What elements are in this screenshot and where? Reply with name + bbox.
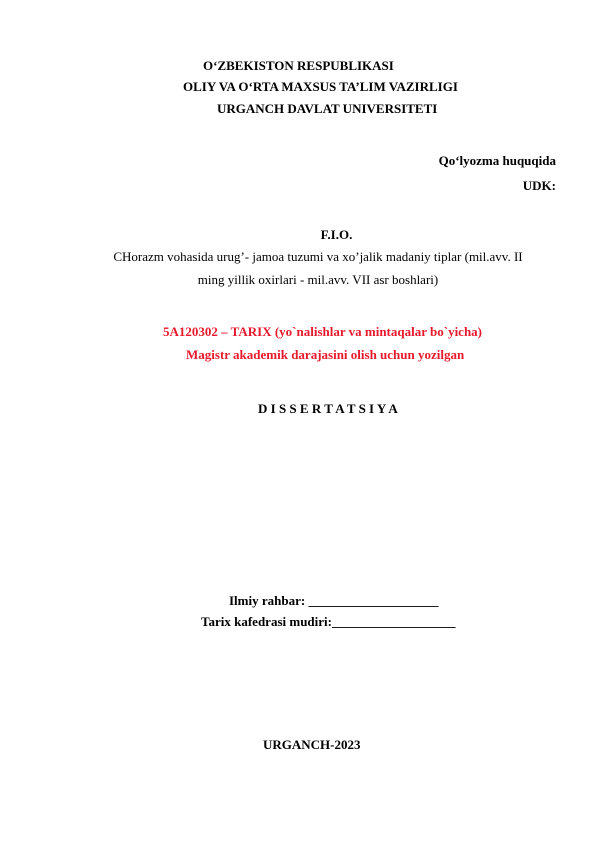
header-country: O‘ZBEKISTON RESPUBLIKASI — [203, 58, 394, 73]
supervisor-signature-line: Ilmiy rahbar: ____________________ — [229, 593, 439, 608]
header-ministry: OLIY VA O‘RTA MAXSUS TA’LIM VAZIRLIGI — [183, 79, 458, 94]
thesis-title-line-2: ming yillik oxirlari - mil.avv. VII asr boshlari) — [197, 272, 439, 287]
specialty-code: 5A120302 – TARIX (yo`nalishlar va mintaqalar bo`yicha) — [163, 324, 483, 339]
manuscript-rights-label: Qo‘lyozma huquqida — [438, 153, 556, 168]
document-type: D I S S E R T A T S I Y A — [258, 401, 398, 416]
header-university: URGANCH DAVLAT UNIVERSITETI — [217, 101, 438, 116]
udk-label: UDK: — [522, 178, 556, 193]
city-year: URGANCH-2023 — [263, 737, 361, 752]
thesis-title-line-1: CHorazm vohasida urug’- jamoa tuzumi va xo’jalik madaniy tiplar (mil.avv. II — [113, 249, 523, 264]
department-head-signature-line: Tarix kafedrasi mudiri:___________________ — [201, 614, 456, 629]
author-fio: F.I.O. — [320, 227, 353, 242]
degree-statement: Magistr akademik darajasini olish uchun yozilgan — [186, 347, 465, 362]
